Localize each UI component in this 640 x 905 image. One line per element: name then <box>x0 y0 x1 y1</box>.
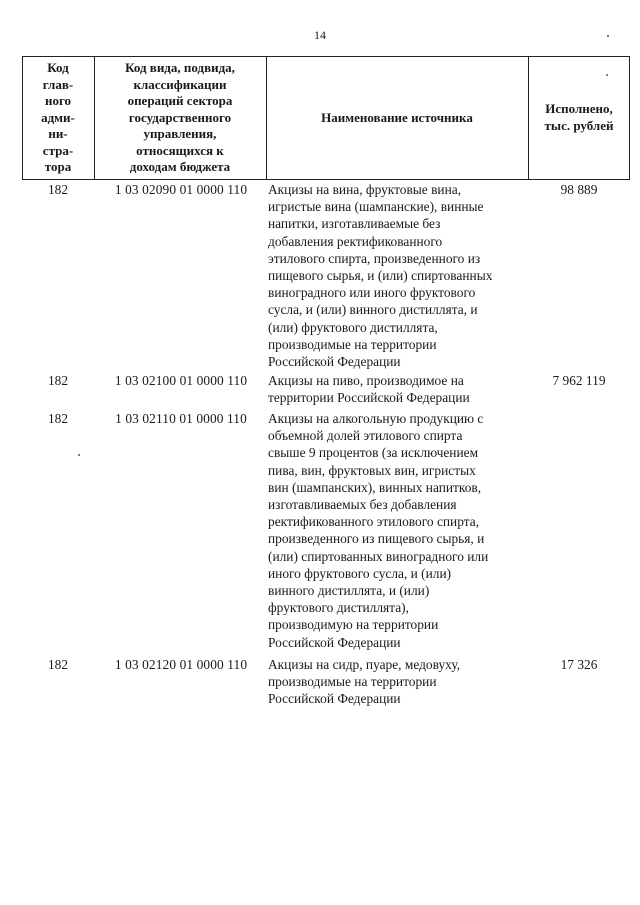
source-name-cell: Акцизы на пиво, производимое на территории Российской Федерации <box>268 373 470 406</box>
admin-code-cell: 182 <box>47 657 69 672</box>
admin-code-cell: 182 <box>47 182 69 197</box>
header-source-name: Наименование источника <box>321 109 473 125</box>
scan-speck <box>607 35 609 37</box>
scan-speck <box>78 454 80 456</box>
classification-code-cell: 1 03 02100 01 0000 110 <box>114 373 248 388</box>
source-name-cell: Акцизы на вина, фруктовые вина, игристые вина (шампанские), винные напитки, изготавливаемые без добавления ректификованного этилового спирта, произведенного из пищевого сырья, и (или) спиртованных виноградного или иного фруктового сусла, и (или) винного дистиллята, и (или) фруктового дистиллята, производимые на территории Российской Федерации <box>268 182 493 370</box>
classification-code-cell: 1 03 02110 01 0000 110 <box>115 411 247 426</box>
admin-code-cell: 182 <box>47 373 69 388</box>
source-name-cell: Акцизы на алкогольную продукцию с объемной долей этилового спирта свыше 9 процентов (за исключением пива, вин, фруктовых вин, игристых вин (шампанских), винных напитков, изготавливаемых без добавления ректификованного этилового спирта, произведенного из пищевого сырья, и (или) спиртованных виноградного или иного фруктового сусла, и (или) винного дистиллята, и (или) фруктового дистиллята), производимую на территории Российской Федерации <box>268 411 489 650</box>
amount-cell: 17 326 <box>560 657 598 672</box>
amount-cell: 98 889 <box>560 182 598 197</box>
page-number: 14 <box>314 28 326 42</box>
classification-code-cell: 1 03 02120 01 0000 110 <box>114 657 248 672</box>
header-admin-code: Код глав- ного адми- ни- стра- тора <box>41 59 75 175</box>
header-classification-code: Код вида, подвида, классификации операций сектора государственного управления, относящихся к доходам бюджета <box>125 59 235 175</box>
source-name-cell: Акцизы на сидр, пуаре, медовуху, производимые на территории Российской Федерации <box>268 657 461 707</box>
header-executed: Исполнено, тыс. рублей <box>544 101 614 133</box>
admin-code-cell: 182 <box>47 411 69 426</box>
amount-cell: 7 962 119 <box>552 373 606 388</box>
classification-code-cell: 1 03 02090 01 0000 110 <box>114 182 248 197</box>
